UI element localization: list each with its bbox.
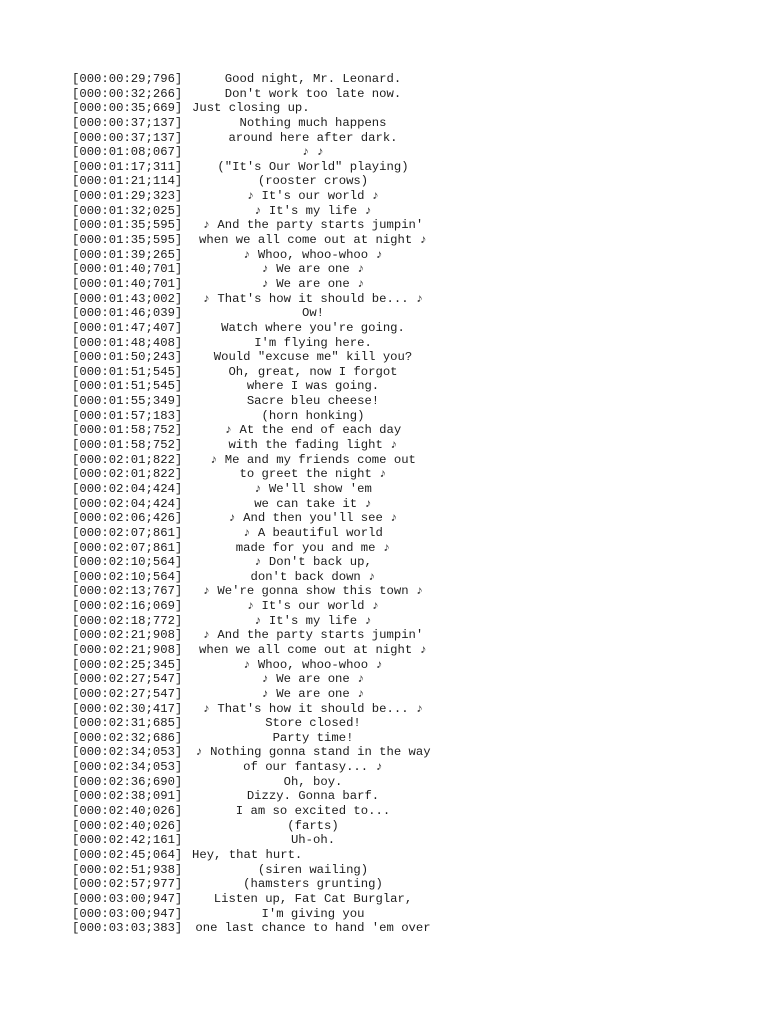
caption-text: ♪ We are one ♪	[261, 262, 365, 277]
timestamp: [000:01:55;349]	[72, 394, 183, 409]
transcript-line	[72, 116, 452, 131]
transcript-line	[72, 643, 452, 658]
timestamp: [000:02:27;547]	[72, 672, 183, 687]
caption-text: one last chance to hand 'em over	[195, 921, 431, 936]
caption-text: Don't work too late now.	[224, 86, 402, 101]
transcript-line	[72, 438, 452, 453]
transcript-line	[72, 350, 452, 365]
timestamp: [000:02:30;417]	[72, 701, 183, 716]
timestamp: [000:02:04;424]	[72, 481, 183, 496]
transcript-line	[72, 570, 452, 585]
transcript-line	[72, 921, 452, 936]
caption-text: Oh, boy.	[283, 774, 343, 789]
timestamp: [000:02:18;772]	[72, 613, 183, 628]
caption-text: ♪ ♪	[301, 145, 325, 160]
transcript-line	[72, 716, 452, 731]
caption-text: ("It's Our World" playing)	[217, 159, 409, 174]
transcript-line	[72, 775, 452, 790]
timestamp: [000:02:34;053]	[72, 745, 183, 760]
timestamp: [000:02:06;426]	[72, 511, 183, 526]
timestamp: [000:03:03;383]	[72, 921, 183, 936]
caption-text: Uh-oh.	[290, 833, 336, 848]
transcript-line	[72, 379, 452, 394]
caption-text: ♪ It's my life ♪	[254, 203, 372, 218]
transcript-line	[72, 731, 452, 746]
transcript-line	[72, 614, 452, 629]
caption-text: ♪ That's how it should be... ♪	[202, 701, 424, 716]
timestamp: [000:02:57;977]	[72, 877, 183, 892]
caption-text: I'm giving you	[261, 906, 365, 921]
transcript-line	[72, 687, 452, 702]
caption-text: (rooster crows)	[257, 174, 369, 189]
caption-text: (horn honking)	[261, 408, 365, 423]
caption-text: Sacre bleu cheese!	[246, 394, 380, 409]
timestamp: [000:01:57;183]	[72, 408, 183, 423]
transcript-line	[72, 584, 452, 599]
timestamp: [000:01:58;752]	[72, 438, 183, 453]
caption-text: Good night, Mr. Leonard.	[224, 72, 402, 86]
caption-text: ♪ And then you'll see ♪	[228, 511, 398, 526]
transcript-line	[72, 131, 452, 146]
timestamp: [000:01:46;039]	[72, 306, 183, 321]
timestamp: [000:02:21;908]	[72, 628, 183, 643]
transcript-line	[72, 760, 452, 775]
transcript-line	[72, 409, 452, 424]
timestamp: [000:01:32;025]	[72, 203, 183, 218]
timestamp: [000:03:00;947]	[72, 906, 183, 921]
transcript-line	[72, 833, 452, 848]
caption-text: ♪ Me and my friends come out	[210, 452, 416, 467]
caption-text: ♪ At the end of each day	[224, 423, 402, 438]
caption-text: Dizzy. Gonna barf.	[246, 789, 380, 804]
caption-text: around here after dark.	[228, 130, 398, 145]
caption-text: Watch where you're going.	[221, 320, 405, 335]
caption-text: ♪ It's our world ♪	[246, 599, 380, 614]
transcript-page	[72, 72, 452, 936]
timestamp: [000:02:38;091]	[72, 789, 183, 804]
transcript-line	[72, 277, 452, 292]
timestamp: [000:02:07;861]	[72, 525, 183, 540]
transcript-line	[72, 789, 452, 804]
caption-text: Ow!	[301, 306, 325, 321]
timestamp: [000:02:40;026]	[72, 818, 183, 833]
caption-text: ♪ A beautiful world	[243, 525, 383, 540]
transcript-line	[72, 541, 452, 556]
timestamp: [000:02:21;908]	[72, 642, 183, 657]
caption-text: I am so excited to...	[235, 804, 391, 819]
timestamp: [000:00:37;137]	[72, 130, 183, 145]
transcript-line	[72, 218, 452, 233]
transcript-line	[72, 189, 452, 204]
transcript-line	[72, 467, 452, 482]
caption-text: ♪ We are one ♪	[261, 672, 365, 687]
transcript-line	[72, 336, 452, 351]
transcript-line	[72, 658, 452, 673]
transcript-line	[72, 482, 452, 497]
timestamp: [000:02:36;690]	[72, 774, 183, 789]
transcript-line	[72, 526, 452, 541]
transcript-line	[72, 848, 452, 863]
caption-text: I'm flying here.	[254, 335, 372, 350]
transcript-line	[72, 511, 452, 526]
transcript-line	[72, 745, 452, 760]
caption-text: (hamsters grunting)	[243, 877, 383, 892]
timestamp: [000:02:01;822]	[72, 452, 183, 467]
caption-text: don't back down ♪	[250, 569, 376, 584]
timestamp: [000:02:07;861]	[72, 540, 183, 555]
caption-text: Would "excuse me" kill you?	[213, 350, 413, 365]
timestamp: [000:01:43;002]	[72, 291, 183, 306]
transcript-line	[72, 394, 452, 409]
transcript-line	[72, 628, 452, 643]
timestamp: [000:01:08;067]	[72, 145, 183, 160]
timestamp: [000:01:17;311]	[72, 159, 183, 174]
caption-text: ♪ We're gonna show this town ♪	[202, 584, 424, 599]
transcript-line	[72, 72, 452, 87]
timestamp: [000:02:10;564]	[72, 569, 183, 584]
caption-text: where I was going.	[246, 379, 380, 394]
transcript-line	[72, 863, 452, 878]
timestamp: [000:02:42;161]	[72, 833, 183, 848]
caption-text: to greet the night ♪	[239, 467, 387, 482]
timestamp: [000:02:40;026]	[72, 804, 183, 819]
timestamp: [000:01:40;701]	[72, 276, 183, 291]
caption-text: ♪ We are one ♪	[261, 276, 365, 291]
timestamp: [000:02:27;547]	[72, 686, 183, 701]
caption-text: Store closed!	[265, 716, 361, 731]
transcript-line	[72, 365, 452, 380]
caption-text: ♪ Whoo, whoo-whoo ♪	[243, 657, 383, 672]
transcript-line	[72, 174, 452, 189]
timestamp: [000:00:32;266]	[72, 86, 183, 101]
timestamp: [000:01:51;545]	[72, 364, 183, 379]
caption-text: ♪ And the party starts jumpin'	[202, 218, 424, 233]
caption-text: ♪ Nothing gonna stand in the way	[195, 745, 431, 760]
caption-text: ♪ That's how it should be... ♪	[202, 291, 424, 306]
caption-text: ♪ Don't back up,	[254, 555, 372, 570]
timestamp: [000:00:37;137]	[72, 115, 183, 130]
transcript-line	[72, 423, 452, 438]
timestamp: [000:02:01;822]	[72, 467, 183, 482]
timestamp: [000:00:29;796]	[72, 72, 183, 86]
transcript-line	[72, 907, 452, 922]
caption-text: Hey, that hurt.	[192, 847, 303, 862]
timestamp: [000:02:16;069]	[72, 599, 183, 614]
caption-text: Party time!	[272, 730, 354, 745]
caption-text: (siren wailing)	[257, 862, 369, 877]
timestamp: [000:01:35;595]	[72, 218, 183, 233]
timestamp: [000:02:04;424]	[72, 496, 183, 511]
caption-text: Just closing up.	[192, 101, 310, 116]
transcript-line	[72, 101, 452, 116]
timestamp: [000:01:29;323]	[72, 189, 183, 204]
caption-text: Listen up, Fat Cat Burglar,	[213, 891, 413, 906]
caption-text: ♪ Whoo, whoo-whoo ♪	[243, 247, 383, 262]
transcript-line	[72, 87, 452, 102]
transcript-line	[72, 306, 452, 321]
transcript-line	[72, 672, 452, 687]
timestamp: [000:02:31;685]	[72, 716, 183, 731]
caption-text: ♪ We are one ♪	[261, 686, 365, 701]
caption-text: when we all come out at night ♪	[199, 233, 427, 248]
caption-text: ♪ We'll show 'em	[254, 481, 372, 496]
timestamp: [000:01:47;407]	[72, 320, 183, 335]
transcript-line	[72, 702, 452, 717]
timestamp: [000:02:10;564]	[72, 555, 183, 570]
timestamp: [000:02:51;938]	[72, 862, 183, 877]
transcript-line	[72, 204, 452, 219]
transcript-line	[72, 877, 452, 892]
transcript-line	[72, 233, 452, 248]
caption-text: with the fading light ♪	[228, 438, 398, 453]
timestamp: [000:02:25;345]	[72, 657, 183, 672]
timestamp: [000:01:51;545]	[72, 379, 183, 394]
transcript-line	[72, 248, 452, 263]
transcript-line	[72, 497, 452, 512]
transcript-line	[72, 262, 452, 277]
caption-text: Oh, great, now I forgot	[228, 364, 398, 379]
timestamp: [000:02:13;767]	[72, 584, 183, 599]
caption-text: ♪ It's our world ♪	[246, 189, 380, 204]
caption-text: Nothing much happens	[239, 115, 387, 130]
timestamp: [000:01:58;752]	[72, 423, 183, 438]
timestamp: [000:01:40;701]	[72, 262, 183, 277]
transcript-line	[72, 453, 452, 468]
caption-text: ♪ And the party starts jumpin'	[202, 628, 424, 643]
timestamp: [000:02:34;053]	[72, 760, 183, 775]
transcript-line	[72, 321, 452, 336]
transcript-line	[72, 292, 452, 307]
timestamp: [000:02:32;686]	[72, 730, 183, 745]
transcript-line	[72, 160, 452, 175]
timestamp: [000:03:00;947]	[72, 891, 183, 906]
timestamp: [000:01:50;243]	[72, 350, 183, 365]
timestamp: [000:01:35;595]	[72, 233, 183, 248]
timestamp: [000:01:39;265]	[72, 247, 183, 262]
caption-text: made for you and me ♪	[235, 540, 391, 555]
transcript-line	[72, 555, 452, 570]
caption-text: when we all come out at night ♪	[199, 642, 427, 657]
caption-text: (farts)	[287, 818, 339, 833]
transcript-line	[72, 804, 452, 819]
timestamp: [000:01:21;114]	[72, 174, 183, 189]
timestamp: [000:00:35;669]	[72, 101, 183, 116]
transcript-line	[72, 145, 452, 160]
transcript-line	[72, 892, 452, 907]
timestamp: [000:02:45;064]	[72, 847, 183, 862]
transcript-line	[72, 599, 452, 614]
timestamp: [000:01:48;408]	[72, 335, 183, 350]
caption-text: ♪ It's my life ♪	[254, 613, 372, 628]
transcript-line	[72, 819, 452, 834]
caption-text: we can take it ♪	[254, 496, 372, 511]
caption-text: of our fantasy... ♪	[243, 760, 383, 775]
